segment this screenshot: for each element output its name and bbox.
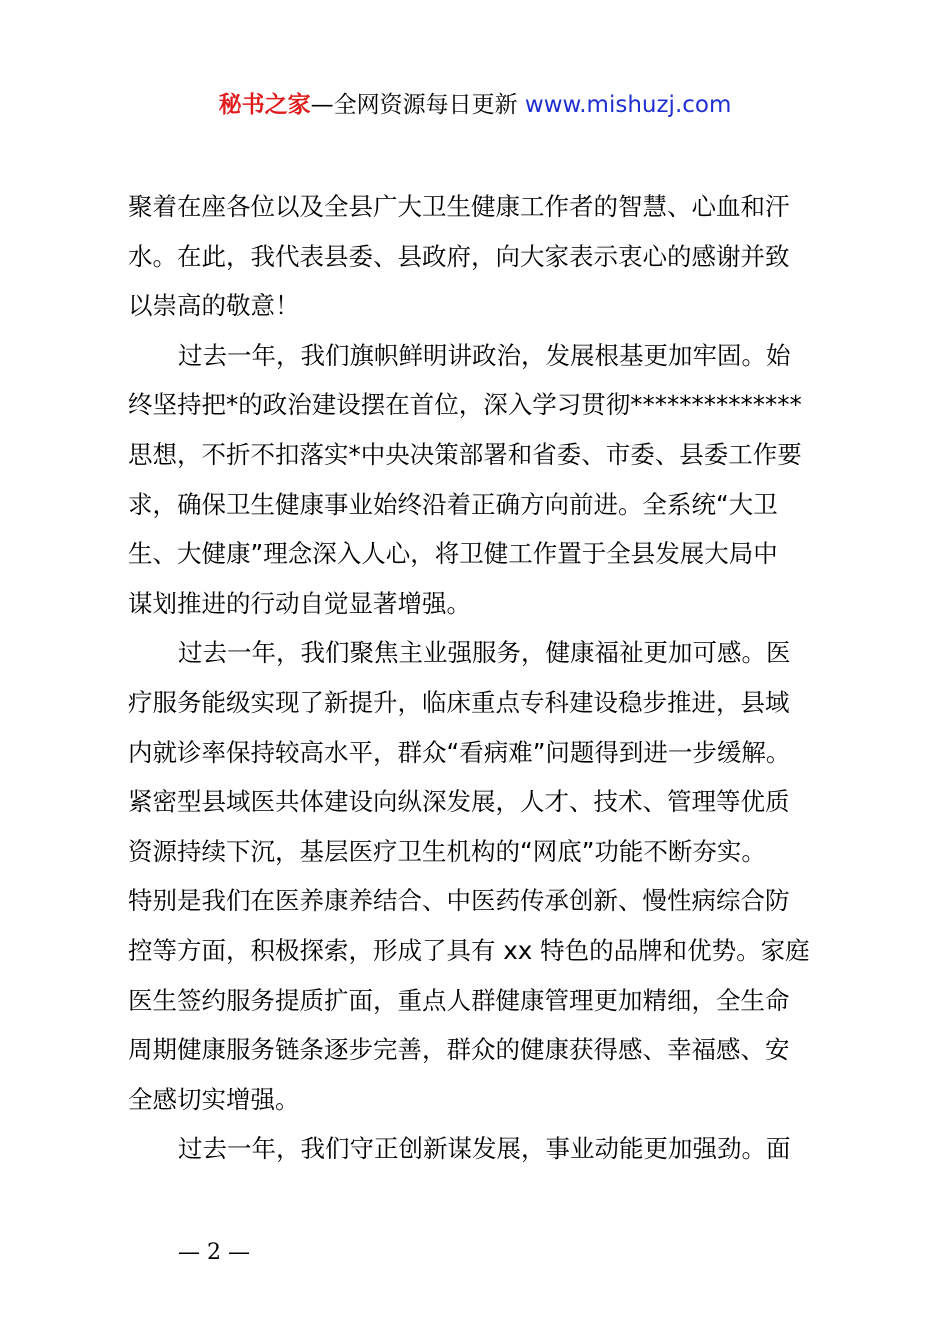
header-tagline: —全网资源每日更新 bbox=[310, 92, 525, 118]
paragraph-start-line: 过去一年，我们守正创新谋发展，事业动能更加强劲。面 bbox=[178, 1134, 791, 1164]
text-line: 特别是我们在医养康养结合、中医药传承创新、慢性病综合防 bbox=[128, 886, 790, 916]
text-line: 终坚持把*的政治建设摆在首位，深入学习贯彻************** bbox=[128, 390, 802, 420]
text-line: 全感切实增强。 bbox=[128, 1084, 300, 1114]
site-url[interactable]: www.mishuzj.com bbox=[524, 92, 732, 118]
text-line: 资源持续下沉，基层医疗卫生机构的“网底”功能不断夯实。 bbox=[128, 836, 766, 866]
text-line: 水。在此，我代表县委、县政府，向大家表示衷心的感谢并致 bbox=[128, 241, 790, 271]
site-header bbox=[0, 88, 950, 122]
text-line: 疗服务能级实现了新提升，临床重点专科建设稳步推进，县域 bbox=[128, 687, 790, 717]
text-line: 思想，不折不扣落实*中央决策部署和省委、市委、县委工作要 bbox=[128, 439, 802, 469]
text-line: 生、大健康”理念深入人心，将卫健工作置于全县发展大局中 bbox=[128, 539, 778, 569]
paragraph-start-line: 过去一年，我们旗帜鲜明讲政治，发展根基更加牢固。始 bbox=[178, 340, 791, 370]
brand-name: 秘书之家 bbox=[218, 92, 311, 118]
text-line: 以崇高的敬意！ bbox=[128, 291, 300, 321]
text-line: 紧密型县域医共体建设向纵深发展，人才、技术、管理等优质 bbox=[128, 787, 790, 817]
paragraph-start-line: 过去一年，我们聚焦主业强服务，健康福祉更加可感。医 bbox=[178, 638, 791, 668]
text-line: 聚着在座各位以及全县广大卫生健康工作者的智慧、心血和汗 bbox=[128, 192, 790, 221]
page-number: — 2 — bbox=[178, 1240, 250, 1265]
text-line: 周期健康服务链条逐步完善，群众的健康获得感、幸福感、安 bbox=[128, 1035, 790, 1065]
text-line: 求，确保卫生健康事业始终沿着正确方向前进。全系统“大卫 bbox=[128, 489, 778, 519]
text-line: 医生签约服务提质扩面，重点人群健康管理更加精细，全生命 bbox=[128, 985, 790, 1015]
text-line: 内就诊率保持较高水平，群众“看病难”问题得到进一步缓解。 bbox=[128, 737, 791, 767]
document-body bbox=[128, 182, 840, 1174]
text-line: 控等方面，积极探索，形成了具有 xx 特色的品牌和优势。家庭 bbox=[128, 935, 810, 965]
text-line: 谋划推进的行动自觉显著增强。 bbox=[128, 588, 471, 618]
